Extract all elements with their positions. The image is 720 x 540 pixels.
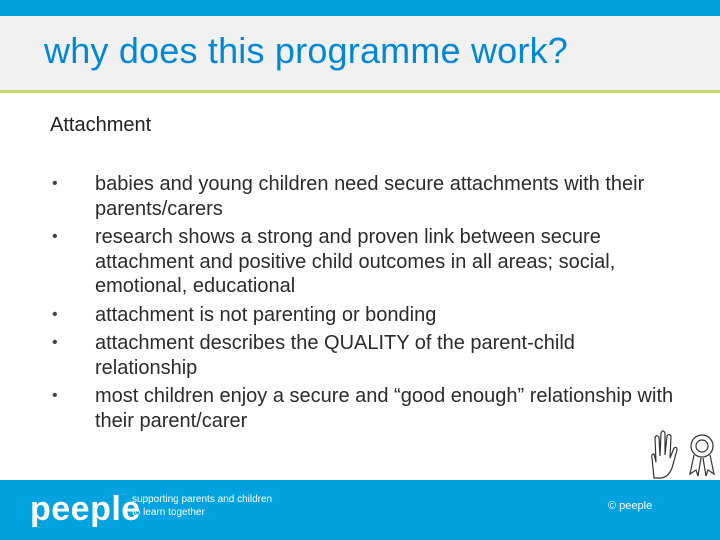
peeple-logo: peeple xyxy=(30,490,141,528)
tagline-line-2: to learn together xyxy=(132,507,205,518)
bullet-text: most children enjoy a secure and “good enough” relationship with their parent/carer xyxy=(95,385,674,432)
bullet-marker: • xyxy=(52,305,58,323)
bullet-text: research shows a strong and proven link between secure attachment and positive child outcomes in all areas; social, emotional, educational xyxy=(95,226,616,297)
hand-and-rosette-icon xyxy=(646,428,720,480)
bullet-marker: • xyxy=(52,175,58,192)
tagline-line-1: supporting parents and children xyxy=(132,494,273,505)
bullet-text: attachment describes the QUALITY of the parent-child relationship xyxy=(95,332,575,379)
list-item xyxy=(52,225,682,299)
bullet-text: babies and young children need secure attachments with their parents/carers xyxy=(95,173,645,220)
list-item xyxy=(52,303,682,328)
list-item xyxy=(52,384,682,433)
footer-tagline xyxy=(132,493,272,519)
copyright-text: © peeple xyxy=(608,500,653,512)
slide-title: why does this programme work? xyxy=(44,30,569,71)
bullet-marker: • xyxy=(52,228,58,245)
list-item xyxy=(52,331,682,380)
bullet-marker: • xyxy=(52,334,58,351)
bullet-text: attachment is not parenting or bonding xyxy=(95,303,437,326)
bullet-marker: • xyxy=(52,387,58,404)
title-divider xyxy=(0,90,720,93)
list-item xyxy=(52,172,682,221)
top-accent-bar xyxy=(0,0,720,16)
section-heading: Attachment xyxy=(50,114,152,136)
bullet-list xyxy=(52,172,682,437)
